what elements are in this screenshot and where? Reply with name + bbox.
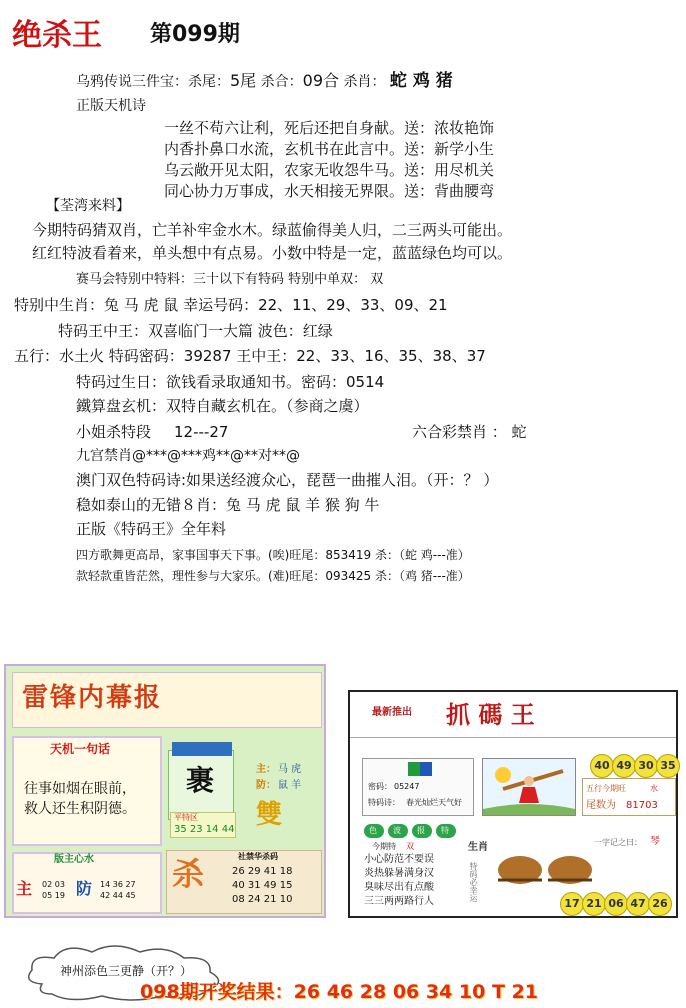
number-ball: 35 <box>656 754 680 778</box>
jinqi-label: 今期特 <box>372 842 396 851</box>
sha-char: 杀 <box>172 855 205 893</box>
wuxing-value: 水 <box>650 784 658 793</box>
teshi-value: 春光灿烂天气好 <box>406 798 462 807</box>
tiesuanpan-line: 鐵算盘玄机：双特自藏玄机在。（参商之虞） <box>76 397 369 415</box>
yizi-label: 一字记之曰： <box>594 838 642 847</box>
yiju-title: 天机一句话 <box>50 742 111 756</box>
yiju-line: 救人还生积阴德。 <box>24 801 136 817</box>
number-ball: 17 <box>560 892 584 916</box>
wuya-he: 09合 <box>302 71 340 90</box>
pingte-label: 平特区 <box>174 813 198 822</box>
wuxing-text: 五行今期旺 <box>586 784 626 793</box>
yiju-line: 往事如烟在眼前， <box>24 781 136 797</box>
zhu-nums: 02 03 <box>42 880 65 889</box>
yizi-value: 琴 <box>650 836 660 847</box>
number-ball: 40 <box>590 754 614 778</box>
tag-label: 特 <box>441 826 449 835</box>
zhu2-label: 主 <box>16 879 33 898</box>
zhuama-title: 抓 碼 王 <box>446 700 535 729</box>
quanwan-line: 红红特波看着来，单头想中有点易。小数中特是一定，蓝蓝绿色均可以。 <box>32 244 513 262</box>
snail-icon <box>490 842 600 892</box>
weishu-label: 尾数为 <box>586 800 616 811</box>
poem-line: 乌云敞开见太阳，农家无收怨牛马。送：用尽机关 <box>164 161 495 179</box>
jiugong-line: 九宫禁肖@***@***鸡**@**对**@ <box>76 448 300 464</box>
wuya-tail: 5尾 <box>230 71 257 90</box>
tag-label: 色 <box>369 826 377 835</box>
saimahui-line: 赛马会特别中特料：三十以下有特码 特别中单双： 双 <box>76 272 384 287</box>
zhuama-poem-line: 小心防范不要误 <box>364 854 434 865</box>
banzhu-title: 版主心水 <box>54 854 94 865</box>
fang-nums: 42 44 45 <box>100 891 136 900</box>
result-line: 098期开奖结果：26 46 28 06 34 10 T 21 <box>140 981 539 1003</box>
shengxiao-label: 生肖 <box>468 842 488 853</box>
number-ball: 47 <box>626 892 650 916</box>
wuya-shaxiao: 蛇 鸡 猪 <box>389 71 453 91</box>
zuixin-tag: 最新推出 <box>372 707 412 718</box>
xiaojie-value: 12---27 <box>174 423 229 441</box>
jinqi-value: 双 <box>406 842 414 851</box>
jiuma-label: 特码必幸运 <box>469 862 478 902</box>
wuxing-line: 五行：水土火 特码密码：39287 王中王：22、33、16、35、38、37 <box>14 347 486 365</box>
zhu-nums: 05 19 <box>42 891 65 900</box>
pingte-nums: 35 23 14 44 <box>174 824 235 835</box>
issue-number: 第099期 <box>150 22 240 47</box>
aomen-line: 澳门双色特码诗:如果送经渡众心，琵琶一曲摧人泪。（开：？ ） <box>76 471 499 489</box>
wuya-shaxiao-label: 杀肖： <box>343 74 386 90</box>
shuang-char: 雙 <box>256 800 283 830</box>
zhuama-poem-line: 臭味尽出有点酸 <box>364 882 434 893</box>
shehua-nums: 40 31 49 15 <box>232 880 293 891</box>
kuanqing-line: 款轻款重皆茫然，理性参与大家乐。(难)旺尾：093425 杀：（鸡 猪---准） <box>76 569 470 583</box>
number-ball: 21 <box>582 892 606 916</box>
mima-logo-icon <box>408 762 432 776</box>
number-ball: 26 <box>648 892 672 916</box>
poem-line: 一丝不苟六让利，死后还把自身献。送：浓妆艳饰 <box>164 119 495 137</box>
wuya-mid: 杀合： <box>260 74 303 90</box>
logo: 绝杀王 <box>12 18 102 53</box>
wuya-label: 乌鸦传说三件宝：杀尾： <box>76 74 230 90</box>
wenru-line: 稳如泰山的无错８肖：兔 马 虎 鼠 羊 猴 狗 牛 <box>76 496 380 514</box>
shehua-nums: 26 29 41 18 <box>232 866 293 877</box>
shehua-title: 社禁华杀码 <box>238 852 278 861</box>
cloud-text: 神州添色三更静（开？） <box>60 964 193 978</box>
mima-label: 密码： <box>368 782 392 791</box>
shehua-nums: 08 24 21 10 <box>232 894 293 905</box>
tianji-title: 正版天机诗 <box>76 98 146 114</box>
quannian-line: 正版《特码王》全年料 <box>76 520 227 538</box>
number-ball: 30 <box>634 754 658 778</box>
quanwan-title: 【荃湾来料】 <box>46 198 130 214</box>
zhu-label: 主： <box>256 764 276 775</box>
leifeng-title: 雷锋内幕报 <box>22 683 163 713</box>
illustration-image <box>482 758 576 816</box>
fang-value: 鼠 羊 <box>278 780 302 791</box>
fang-nums: 14 36 27 <box>100 880 136 889</box>
teshi-label: 特码诗： <box>368 798 400 807</box>
zhuama-poem-line: 三三两两路行人 <box>364 896 434 907</box>
number-ball: 49 <box>612 754 636 778</box>
acrobat-icon <box>483 759 575 815</box>
char-box-title <box>172 742 232 756</box>
temawang-line: 特码王中王：双喜临门一大篇 波色：红绿 <box>58 322 333 340</box>
fang-label: 防： <box>256 780 276 791</box>
number-ball: 06 <box>604 892 628 916</box>
zhu-value: 马 虎 <box>278 764 302 775</box>
fang2-label: 防 <box>76 879 93 898</box>
quanwan-line: 今期特码猜双肖，亡羊补牢金水木。绿蓝偷得美人归，二三两头可能出。 <box>32 221 513 239</box>
tag-label: 波 <box>393 826 401 835</box>
zhuama-poem-line: 炎热躲暑满身汉 <box>364 868 434 879</box>
sifang-line: 四方歌舞更高昂，家事国事天下事。(唉)旺尾：853419 杀：（蛇 鸡---准） <box>76 548 470 562</box>
weishu-value: 81703 <box>626 800 658 811</box>
wuya-line <box>76 72 453 91</box>
liuhecai-line: 六合彩禁肖 ： 蛇 <box>412 423 527 441</box>
big-char: 裹 <box>186 764 215 797</box>
xiaojie-label: 小姐杀特段 <box>76 423 152 441</box>
tebie-zhongsheng-line: 特别中生肖：兔 马 虎 鼠 幸运号码：22、11、29、33、09、21 <box>14 296 448 314</box>
zhuama-panel <box>348 690 678 918</box>
mima-value: 05247 <box>394 782 420 791</box>
tag-label: 报 <box>417 826 425 835</box>
poem-line: 同心协力万事成，水天相接无界限。送：背曲腰弯 <box>164 182 495 200</box>
poem-line: 内香扑鼻口水流，玄机书在此言中。送：新学小生 <box>164 140 495 158</box>
leifeng-panel <box>4 664 326 918</box>
guoshengri-line: 特码过生日：欲钱看录取通知书。密码：0514 <box>76 373 385 391</box>
